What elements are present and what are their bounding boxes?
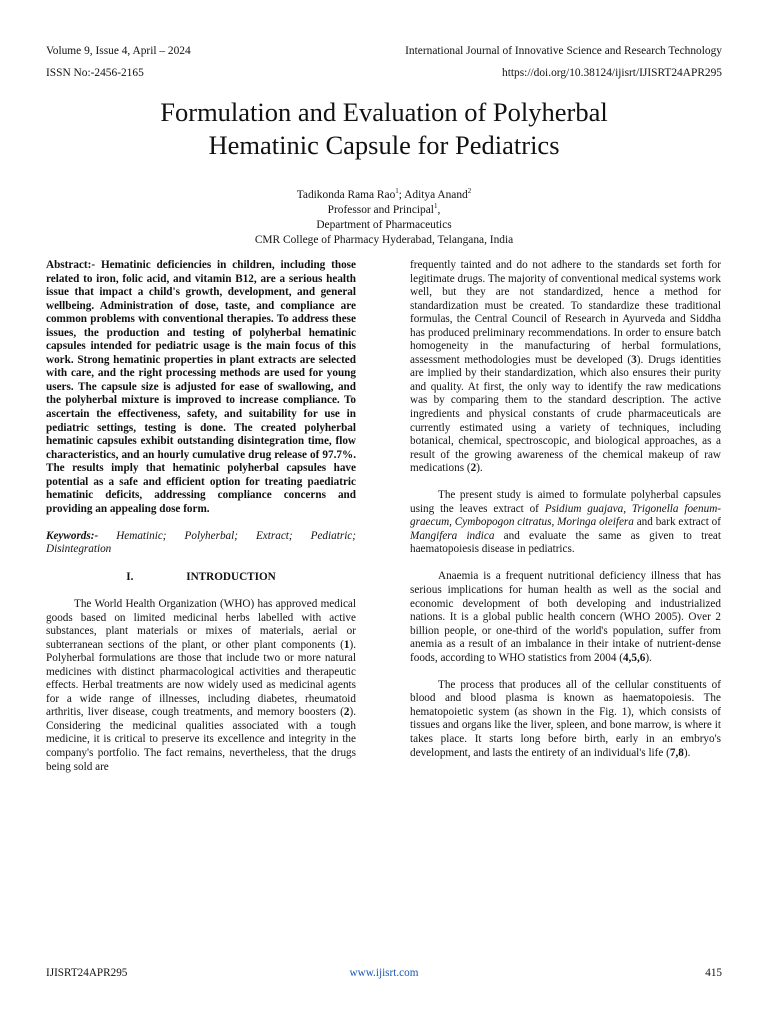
keywords <box>46 530 356 557</box>
journal-name: International Journal of Innovative Science and Research Technology <box>405 45 722 57</box>
intro-paragraph-1-continued: frequently tainted and do not adhere to the standards set forth for legitimate drugs. The majority of conventional medical systems work well, but they are not standardized, hence a method for standardization must be created. To standardize these traditional formulas, the Central Council of Research in Ayurveda and Siddha has produced preliminary recommendations. In order to ensure batch homogeneity in the manufacturing of herbal formulations, assessment methodologies must be developed (3). Drugs identities are implied by their standardization, which also ensures their purity and quality. At first, the only way to identify the raw medications was by comparing them to the standard description. The active ingredients and physical constants of crude pharmaceuticals are currently estimated using a variety of techniques, including botanical, chemical, spectroscopic, and biological approaches, as a result of the growing awareness of the chemical makeup of raw medications (2). <box>410 259 722 475</box>
intro-paragraph-2: The present study is aimed to formulate polyherbal capsules using the leaves extract of Psidium guajava, Trigonella foenum-graecum, Cymbopogon citratus, Moringa oleifera and bark extract of Mangifera indica and evaluate the same as given to treat haematopoiesis disease in pediatrics. <box>410 489 721 556</box>
right-column <box>410 259 721 760</box>
citation: 7,8 <box>669 746 684 759</box>
keywords-list: Hematinic; Polyherbal; Extract; Pediatric; Disintegration <box>46 529 356 556</box>
author-2: ; Aditya Anand <box>398 189 468 201</box>
intro-paragraph-1: The World Health Organization (WHO) has approved medical goods based on limited medicinal herbs labelled with active substances, plant materials or mixes of materials, aerial or subterranean sections of the plant, or other plant components (1). Polyherbal formulations are those that include two or more natural medicines with distinct pharmacological activities and therapeutic effects. Herbal treatments are now widely used as medicinal agents for a wide range of illnesses, including diabetes, rheumatoid arthritis, liver disease, cough treatments, and memory boosters (2). Considering the medicinal qualities associated with a tough medicine, it is critical to preserve its excellence and integrity in the company's portfolio. The fact remains, nevertheless, that the drugs being sold are <box>46 597 356 773</box>
section-number: I. <box>126 571 134 584</box>
section-heading-introduction <box>46 570 356 584</box>
author-department: Department of Pharmaceutics <box>316 219 452 231</box>
page-number: 415 <box>705 967 722 979</box>
doi-link[interactable]: https://doi.org/10.38124/ijisrt/IJISRT24APR295 <box>502 67 722 79</box>
citation: 2 <box>470 462 477 475</box>
paper-title <box>46 96 722 162</box>
issn: ISSN No:-2456-2165 <box>46 67 144 79</box>
left-column <box>46 259 356 774</box>
author-institution: CMR College of Pharmacy Hyderabad, Telangana, India <box>254 234 514 246</box>
intro-paragraph-4: The process that produces all of the cellular constituents of blood and blood plasma is known as haematopoiesis. The hematopoietic system (as shown in the Fig. 1), which consists of tissues and organs like the liver, spleen, and bone marrow, is where it takes place. It starts long before birth, early in an embryo's development, and lasts the entirety of an individual's life (7,8). <box>410 678 721 759</box>
author-role: Professor and Principal$^1$, <box>327 202 441 216</box>
author-1-affil: 1 <box>395 187 399 196</box>
citation: 3 <box>631 353 637 366</box>
citation: 1 <box>343 638 350 651</box>
abstract: Abstract:- Hematinic deficiencies in children, including those related to iron, folic acid, and vitamin B12, are a serious health issue that impact a child's growth, development, and general wellbeing. Administration of dose, taste, and compliance are common problems with conventional therapies. To address these issues, the production and testing of polyherbal hematinic capsules intended for pediatric usage is the main focus of this work. Strong hematinic properties in plant extracts are selected with care, and the right processing methods are used for young users. The capsule size is adjusted for ease of swallowing, and the polyherbal mixture is improved to increase compliance. To ascertain the effectiveness, safety, and suitability for use in pediatric settings, testing is done. The created polyherbal hematinic capsules exhibit outstanding disintegration time, flow characteristics, and an hourly cumulative drug release of 97.7%. The results imply that hematinic polyherbal capsules have potential as a safe and efficient option for treating paediatric hematinic deficits, addressing compliance concerns and providing an appealing dose form. <box>46 259 356 515</box>
intro-paragraph-3: Anaemia is a frequent nutritional deficiency illness that has serious implications for human health as well as the social and economic development of both developing and industrialized nations. It is a global public health concern (WHO 2005). Over 2 billion people, or one-third of the world's population, suffer from anemia as a result of an imbalance in their intake of nutrient-dense foods, according to WHO statistics from 2004 (4,5,6). <box>410 570 721 664</box>
volume-issue: Volume 9, Issue 4, April – 2024 <box>46 45 191 57</box>
title-line-1: Formulation and Evaluation of Polyherbal <box>160 97 608 127</box>
keywords-label: Keywords:- <box>46 529 99 542</box>
section-title: INTRODUCTION <box>186 571 276 584</box>
author-names <box>46 188 722 203</box>
author-1: Tadikonda Rama Rao <box>296 189 396 201</box>
paper-code: IJISRT24APR295 <box>46 967 128 979</box>
citation: 2 <box>343 706 350 719</box>
author-block <box>46 188 722 248</box>
species-name: Mangifera indica <box>410 529 495 542</box>
title-line-2: Hematinic Capsule for Pediatrics <box>208 130 560 160</box>
author-2-affil: 2 <box>467 187 472 196</box>
website-link[interactable]: www.ijisrt.com <box>349 967 419 979</box>
species-names: Psidium guajava, Trigonella foenum-graecum, Cymbopogon citratus, Moringa oleifera <box>410 502 721 529</box>
citation: 4,5,6 <box>622 651 646 664</box>
